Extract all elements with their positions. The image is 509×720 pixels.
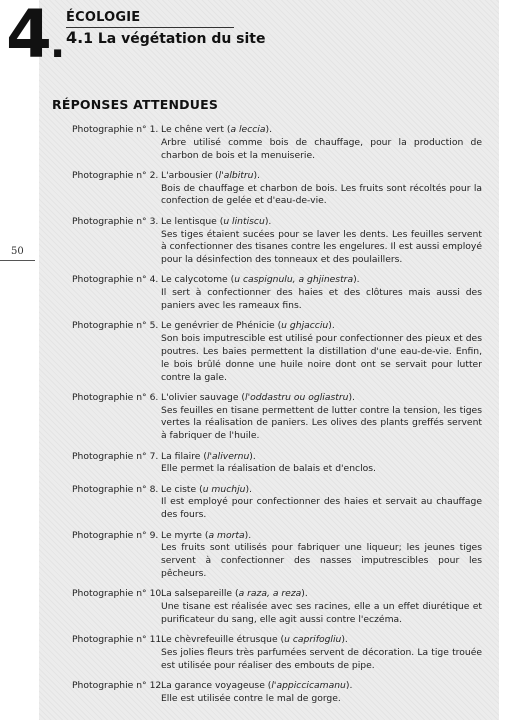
answer-plant-name <box>161 680 482 693</box>
page-number: 50 <box>11 246 24 257</box>
answer-item <box>72 680 482 706</box>
answers-list <box>72 124 482 713</box>
plant-name-end: ). <box>301 588 308 600</box>
answer-body <box>161 216 482 267</box>
answer-description: Elle est utilisée contre le mal de gorge. <box>161 692 341 704</box>
plant-local-name: u muchju <box>202 483 246 495</box>
answer-label: Photographie n° 6. <box>72 391 159 403</box>
answer-body <box>161 530 482 581</box>
chapter-number-digit: 4 <box>6 0 50 73</box>
answer-plant-name <box>161 274 482 287</box>
answer-item <box>72 274 482 312</box>
section-subnumber: 1 <box>83 31 93 47</box>
plant-name-text: Le calycotome ( <box>161 274 235 286</box>
answer-plant-name <box>161 484 482 497</box>
answer-body <box>161 274 482 312</box>
plant-name-text: La salsepareille ( <box>161 588 239 600</box>
answers-heading: RÉPONSES ATTENDUES <box>52 97 219 112</box>
answer-body <box>161 634 482 672</box>
plant-name-text: Le lentisque ( <box>161 215 224 227</box>
answer-item <box>72 588 482 626</box>
answer-description: Elle permet la réalisation de balais et d'enclos. <box>161 463 376 475</box>
answer-body <box>161 680 482 706</box>
answer-description: Bois de chauffage et charbon de bois. Les fruits sont récoltés pour la confection de gelée et d'eau-de-vie. <box>161 182 482 207</box>
plant-name-text: Le chêne vert ( <box>161 124 231 135</box>
plant-name-text: L'olivier sauvage ( <box>161 391 246 403</box>
answer-body <box>161 170 482 208</box>
answer-body <box>161 124 482 162</box>
answer-description: Arbre utilisé comme bois de chauffage, pour la production de charbon de bois et la menuiserie. <box>161 136 482 161</box>
answer-body <box>161 588 482 626</box>
plant-local-name: l'albitru <box>218 169 254 181</box>
answer-plant-name <box>161 588 482 601</box>
answer-item <box>72 392 482 443</box>
answer-label: Photographie n° 2. <box>72 169 159 181</box>
chapter-number <box>6 0 64 73</box>
answer-item <box>72 124 482 162</box>
plant-name-end: ). <box>345 679 353 691</box>
answer-label: Photographie n° 3. <box>72 215 159 227</box>
plant-local-name: l'appiccicamanu <box>271 679 346 691</box>
answer-label: Photographie n° 9. <box>72 529 159 541</box>
plant-name-end: ). <box>245 483 252 495</box>
answer-label: Photographie n° 5. <box>72 320 159 332</box>
plant-local-name: l'alivernu <box>206 450 250 462</box>
section-title <box>66 28 266 47</box>
answer-item <box>72 634 482 672</box>
answer-description: Une tisane est réalisée avec ses racines, elle a un effet diurétique et purificateur du sang, elle agit aussi contre l'eczéma. <box>161 601 482 625</box>
answer-body <box>161 451 482 477</box>
answer-label: Photographie n° 11. <box>72 634 165 646</box>
plant-local-name: u ghjacciu <box>281 320 329 332</box>
plant-name-text: Le chèvrefeuille étrusque ( <box>161 634 285 646</box>
answer-label: Photographie n° 12. <box>72 679 165 691</box>
plant-name-end: ). <box>253 169 260 181</box>
answer-plant-name <box>161 530 482 543</box>
plant-name-end: ). <box>264 215 272 227</box>
answer-label: Photographie n° 1. <box>72 124 159 135</box>
answer-plant-name <box>161 451 482 464</box>
answer-label: Photographie n° 10. <box>72 588 165 600</box>
plant-name-end: ). <box>265 124 272 135</box>
section-number: 4. <box>66 28 84 47</box>
answer-item <box>72 170 482 208</box>
page-number-rule <box>0 260 35 261</box>
answer-item <box>72 320 482 384</box>
answer-label: Photographie n° 4. <box>72 274 159 286</box>
plant-name-text: La garance voyageuse ( <box>161 679 272 691</box>
plant-local-name: a raza, a reza <box>238 588 302 600</box>
plant-local-name: u caprifogliu <box>284 634 342 646</box>
answer-description: Il est employé pour confectionner des haies et servait au chauffage des fours. <box>161 496 482 521</box>
answer-plant-name <box>161 170 482 183</box>
answer-label: Photographie n° 8. <box>72 483 159 495</box>
answer-body <box>161 392 482 443</box>
answer-item <box>72 530 482 581</box>
plant-name-end: ). <box>341 634 348 646</box>
answer-body <box>161 320 482 384</box>
answer-description: Il sert à confectionner des haies et des clôtures mais aussi des paniers avec les rameaux fins. <box>161 287 482 312</box>
answer-label: Photographie n° 7. <box>72 450 159 462</box>
plant-local-name: a leccia <box>230 124 266 135</box>
answer-description: Ses tiges étaient sucées pour se laver les dents. Les feuilles servent à confectionner des tisanes contre les engelures. Il est aussi employé pour la désinfection des tonneaux et des poulaillers. <box>161 228 482 266</box>
plant-name-text: Le ciste ( <box>161 483 203 495</box>
plant-name-text: Le genévrier de Phénicie ( <box>161 320 282 332</box>
answer-item <box>72 451 482 477</box>
answer-plant-name <box>161 634 482 647</box>
answer-description: Ses jolies fleurs très parfumées servent de décoration. La tige trouée est utilisée pour réaliser des embouts de pipe. <box>161 646 482 671</box>
plant-local-name: u caspignulu, a ghjinestra <box>234 274 354 286</box>
plant-name-end: ). <box>348 391 355 403</box>
chapter-number-dot: . <box>49 21 64 67</box>
section-title-text: La végétation du site <box>92 31 266 47</box>
plant-local-name: l'oddastru ou ogliastru <box>245 391 349 403</box>
answer-plant-name <box>161 216 482 229</box>
answer-body <box>161 484 482 522</box>
plant-name-text: Le myrte ( <box>161 529 209 541</box>
answer-description: Les fruits sont utilisés pour fabriquer une liqueur; les jeunes tiges servent à confectionner des nasses imputrescibles pour les pêcheurs. <box>161 542 482 579</box>
plant-local-name: a morta <box>208 529 245 541</box>
answer-plant-name <box>161 124 482 137</box>
answer-description: Son bois imputrescible est utilisé pour confectionner des pieux et des poutres. Les baies permettent la distillation d'une eau-de-vie. Enfin, le bois brûlé donne une huile noire dont ont se servait pour lutter contre la gale. <box>161 333 482 383</box>
plant-name-end: ). <box>328 320 335 332</box>
answer-item <box>72 484 482 522</box>
answer-plant-name <box>161 320 482 333</box>
answer-plant-name <box>161 392 482 405</box>
answer-item <box>72 216 482 267</box>
plant-name-text: L'arbousier ( <box>161 169 219 181</box>
answer-description: Ses feuilles en tisane permettent de lutter contre la tension, les tiges vertes la réalisation de paniers. Les olives des plants greffés servent à fabriquer de l'huile. <box>161 404 482 442</box>
plant-local-name: u lintiscu <box>223 215 265 227</box>
plant-name-end: ). <box>249 450 256 462</box>
plant-name-end: ). <box>244 529 252 541</box>
section-label: ÉCOLOGIE <box>66 10 141 25</box>
plant-name-end: ). <box>353 274 360 286</box>
plant-name-text: La filaire ( <box>161 450 207 462</box>
